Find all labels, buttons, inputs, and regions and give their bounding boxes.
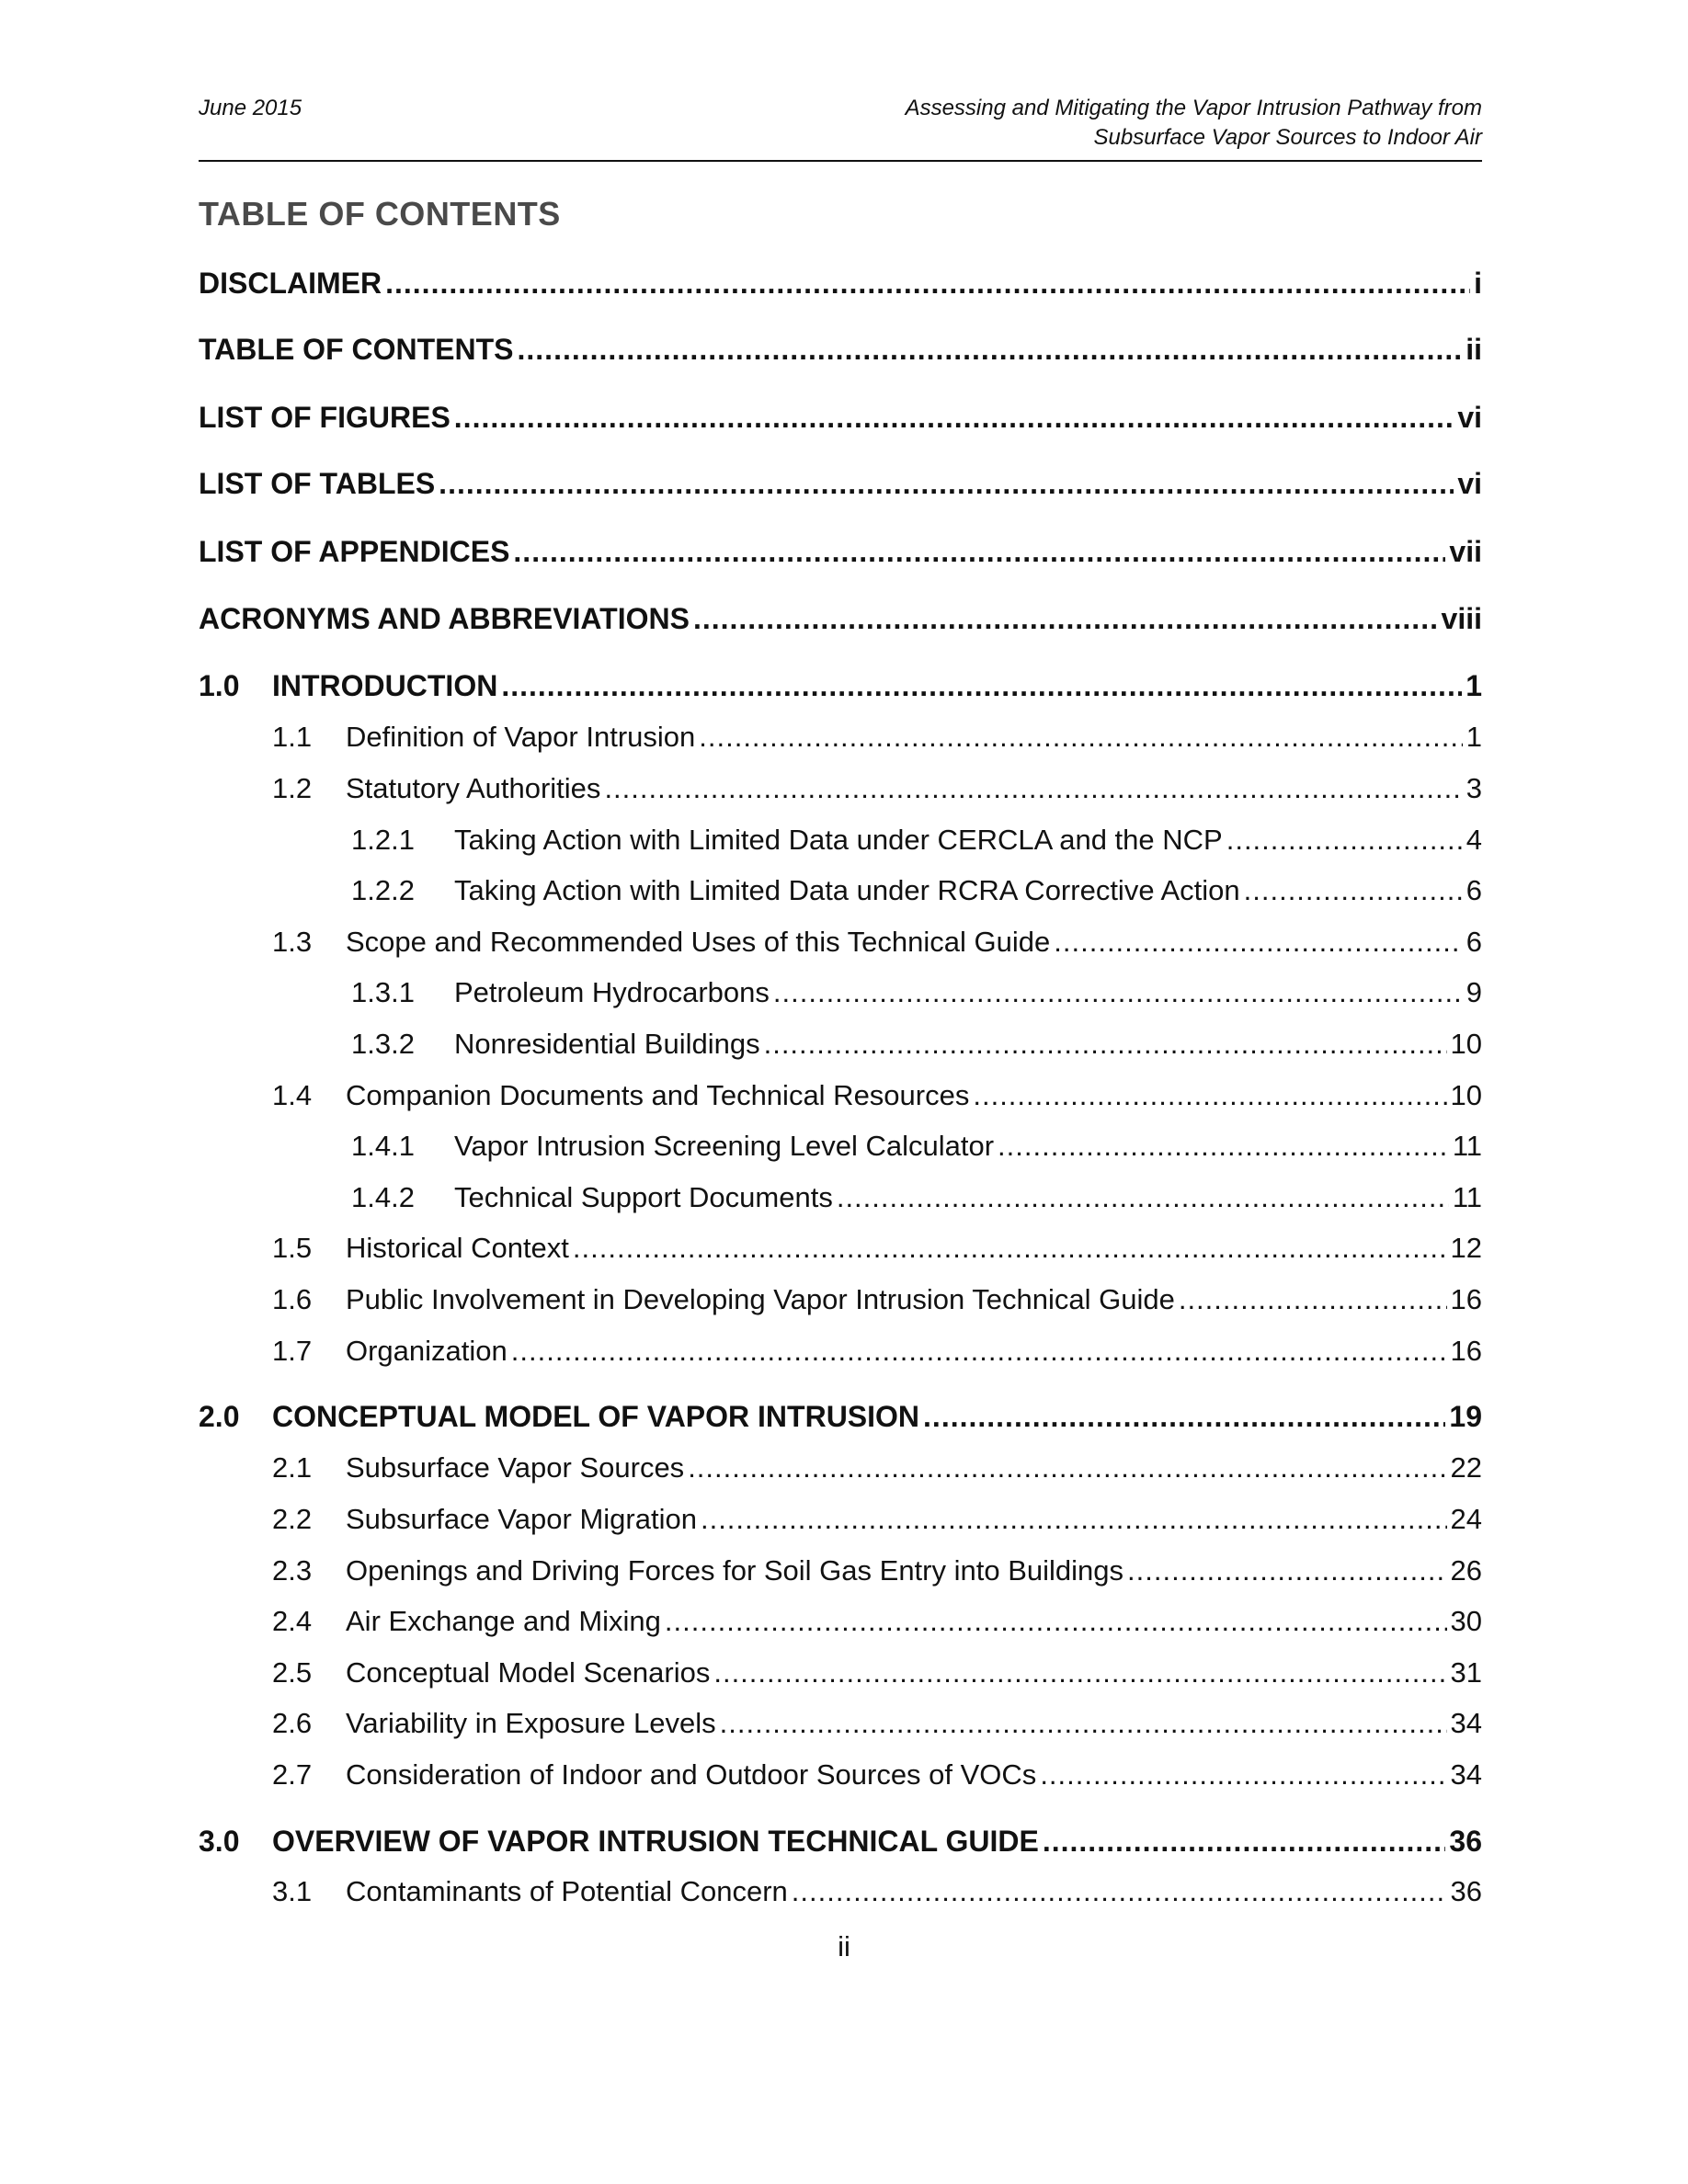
dot-leader	[513, 535, 1445, 569]
toc-entry-title: Organization	[346, 1335, 508, 1367]
toc-entry-number: 1.2	[272, 772, 313, 804]
toc-entry-disclaimer[interactable]	[199, 267, 1482, 303]
toc-entry-title: Petroleum Hydrocarbons	[454, 976, 770, 1008]
toc-subsection-1-3-2[interactable]	[351, 1028, 1482, 1064]
toc-entry-page: i	[1474, 267, 1482, 300]
toc-entry-title: Taking Action with Limited Data under CERCLA and the NCP	[454, 824, 1223, 856]
toc-entry-title: CONCEPTUAL MODEL OF VAPOR INTRUSION	[272, 1400, 920, 1433]
toc-entry-title: Consideration of Indoor and Outdoor Sources of VOCs	[346, 1758, 1037, 1791]
toc-entry-number: 1.4.2	[351, 1181, 415, 1213]
toc-section-2-3[interactable]	[272, 1554, 1482, 1591]
dot-leader	[1244, 874, 1463, 907]
toc-entry-title: LIST OF TABLES	[199, 467, 436, 500]
toc-entry-title: Technical Support Documents	[454, 1181, 833, 1213]
dot-leader	[439, 467, 1454, 501]
dot-leader	[701, 1503, 1447, 1536]
toc-entry-page: 31	[1450, 1656, 1482, 1689]
toc-entry-title: Historical Context	[346, 1232, 569, 1264]
toc-entry-list-of-figures[interactable]	[199, 401, 1482, 438]
page-title: TABLE OF CONTENTS	[199, 195, 561, 233]
toc-entry-page: 16	[1450, 1283, 1482, 1315]
header-date: June 2015	[199, 96, 302, 120]
toc-section-2-6[interactable]	[272, 1707, 1482, 1744]
toc-entry-number: 3.0	[199, 1825, 240, 1858]
toc-subsection-1-3-1[interactable]	[351, 976, 1482, 1013]
toc-entry-number: 2.2	[272, 1503, 313, 1535]
toc-section-1-2[interactable]	[272, 772, 1482, 809]
toc-entry-page: vi	[1457, 467, 1482, 500]
toc-entry-page: 10	[1450, 1079, 1482, 1111]
toc-entry-page: 11	[1452, 1130, 1482, 1162]
toc-entry-number: 2.3	[272, 1554, 313, 1587]
toc-entry-title: Subsurface Vapor Sources	[346, 1451, 685, 1484]
dot-leader	[973, 1079, 1446, 1112]
dot-leader	[923, 1400, 1445, 1434]
toc-entry-number: 2.4	[272, 1605, 313, 1637]
toc-entry-number: 2.6	[272, 1707, 313, 1739]
toc-entry-title: Companion Documents and Technical Resources	[346, 1079, 970, 1111]
toc-entry-title: OVERVIEW OF VAPOR INTRUSION TECHNICAL GUIDE	[272, 1825, 1039, 1858]
toc-entry-acronyms[interactable]	[199, 602, 1482, 639]
toc-subsection-1-2-1[interactable]	[351, 824, 1482, 860]
toc-entry-list-of-tables[interactable]	[199, 467, 1482, 504]
toc-entry-number: 3.1	[272, 1875, 313, 1907]
toc-entry-number: 1.0	[199, 669, 240, 702]
dot-leader	[688, 1451, 1446, 1484]
dot-leader	[764, 1028, 1447, 1061]
toc-entry-title: DISCLAIMER	[199, 267, 382, 300]
toc-entry-number: 1.5	[272, 1232, 313, 1264]
toc-entry-number: 1.6	[272, 1283, 313, 1315]
toc-entry-page: vi	[1457, 401, 1482, 434]
toc-entry-number: 1.4.1	[351, 1130, 415, 1162]
toc-entry-number: 1.1	[272, 721, 313, 753]
toc-section-1-3[interactable]	[272, 926, 1482, 962]
toc-section-1-5[interactable]	[272, 1232, 1482, 1268]
toc-entry-title: Taking Action with Limited Data under RCRA Corrective Action	[454, 874, 1240, 906]
dot-leader	[1179, 1283, 1447, 1316]
toc-section-2-5[interactable]	[272, 1656, 1482, 1693]
toc-entry-title: Definition of Vapor Intrusion	[346, 721, 696, 753]
toc-entry-number: 1.2.2	[351, 874, 415, 906]
toc-entry-page: viii	[1441, 602, 1482, 635]
toc-entry-page: 1	[1466, 669, 1482, 702]
toc-entry-title: Conceptual Model Scenarios	[346, 1656, 711, 1689]
toc-section-1-6[interactable]	[272, 1283, 1482, 1320]
toc-subsection-1-2-2[interactable]	[351, 874, 1482, 911]
toc-entry-page: 16	[1450, 1335, 1482, 1367]
toc-chapter-2[interactable]	[199, 1400, 1482, 1437]
dot-leader	[385, 267, 1470, 301]
toc-entry-page: 26	[1450, 1554, 1482, 1587]
toc-entry-page: 22	[1450, 1451, 1482, 1484]
toc-entry-page: 4	[1466, 824, 1482, 856]
toc-entry-number: 2.7	[272, 1758, 313, 1791]
toc-entry-page: ii	[1466, 333, 1482, 366]
toc-entry-page: 24	[1450, 1503, 1482, 1535]
toc-entry-title: TABLE OF CONTENTS	[199, 333, 514, 366]
toc-entry-title: Vapor Intrusion Screening Level Calculator	[454, 1130, 995, 1162]
toc-entry-title: Air Exchange and Mixing	[346, 1605, 661, 1637]
toc-entry-title: Scope and Recommended Uses of this Technical Guide	[346, 926, 1051, 958]
toc-entry-page: 30	[1450, 1605, 1482, 1637]
toc-chapter-1[interactable]	[199, 669, 1482, 706]
toc-entry-page: 1	[1466, 721, 1482, 753]
dot-leader	[713, 1656, 1446, 1689]
dot-leader	[1226, 824, 1463, 857]
header-document-title	[906, 94, 1482, 153]
header-title-line-2: Subsurface Vapor Sources to Indoor Air	[1093, 125, 1482, 150]
toc-entry-page: 6	[1466, 926, 1482, 958]
dot-leader	[573, 1232, 1447, 1265]
dot-leader	[998, 1130, 1449, 1163]
toc-entry-number: 2.0	[199, 1400, 240, 1433]
toc-entry-title: LIST OF APPENDICES	[199, 535, 510, 568]
dot-leader	[454, 401, 1454, 435]
toc-entry-number: 2.5	[272, 1656, 313, 1689]
header-title-line-1: Assessing and Mitigating the Vapor Intrusion Pathway from	[905, 96, 1482, 120]
toc-section-2-7[interactable]	[272, 1758, 1482, 1795]
toc-section-2-4[interactable]	[272, 1605, 1482, 1642]
toc-entry-number: 1.4	[272, 1079, 313, 1111]
toc-entry-page: 9	[1466, 976, 1482, 1008]
toc-entry-number: 1.3	[272, 926, 313, 958]
dot-leader	[1127, 1554, 1447, 1587]
toc-entry-title: Contaminants of Potential Concern	[346, 1875, 788, 1907]
toc-entry-page: 19	[1449, 1400, 1482, 1433]
toc-entry-number: 1.7	[272, 1335, 313, 1367]
toc-section-3-1[interactable]	[272, 1875, 1482, 1912]
dot-leader	[837, 1181, 1449, 1214]
toc-section-1-7[interactable]	[272, 1335, 1482, 1371]
toc-entry-title: Variability in Exposure Levels	[346, 1707, 716, 1739]
toc-entry-page: 11	[1452, 1181, 1482, 1213]
toc-entry-page: 10	[1450, 1028, 1482, 1060]
dot-leader	[773, 976, 1463, 1009]
toc-entry-page: 3	[1466, 772, 1482, 804]
dot-leader	[1043, 1825, 1446, 1859]
toc-entry-page: 36	[1450, 1875, 1482, 1907]
page-number: ii	[838, 1930, 850, 1962]
toc-entry-page: 36	[1449, 1825, 1482, 1858]
page-header	[199, 94, 1482, 162]
dot-leader	[518, 333, 1463, 367]
toc-entry-page: 34	[1450, 1758, 1482, 1791]
dot-leader	[1054, 926, 1462, 959]
dot-leader	[720, 1707, 1447, 1740]
toc-entry-title: Statutory Authorities	[346, 772, 601, 804]
dot-leader	[604, 772, 1462, 805]
toc-entry-table-of-contents[interactable]	[199, 333, 1482, 370]
dot-leader	[665, 1605, 1447, 1638]
dot-leader	[693, 602, 1438, 636]
dot-leader	[699, 721, 1463, 754]
toc-subsection-1-4-1[interactable]	[351, 1130, 1482, 1166]
toc-entry-list-of-appendices[interactable]	[199, 535, 1482, 572]
toc-entry-title: Openings and Driving Forces for Soil Gas Entry into Buildings	[346, 1554, 1124, 1587]
dot-leader	[511, 1335, 1447, 1368]
toc-entry-number: 1.2.1	[351, 824, 415, 856]
toc-entry-number: 1.3.1	[351, 976, 415, 1008]
toc-subsection-1-4-2[interactable]	[351, 1181, 1482, 1218]
toc-entry-page: vii	[1449, 535, 1482, 568]
toc-entry-number: 1.3.2	[351, 1028, 415, 1060]
toc-entry-page: 12	[1450, 1232, 1482, 1264]
toc-section-1-1[interactable]	[272, 721, 1482, 757]
toc-section-2-1[interactable]	[272, 1451, 1482, 1488]
toc-entry-page: 34	[1450, 1707, 1482, 1739]
toc-entry-page: 6	[1466, 874, 1482, 906]
toc-entry-number: 2.1	[272, 1451, 313, 1484]
toc-entry-title: Public Involvement in Developing Vapor Intrusion Technical Guide	[346, 1283, 1175, 1315]
toc-entry-title: Nonresidential Buildings	[454, 1028, 760, 1060]
toc-entry-title: INTRODUCTION	[272, 669, 498, 702]
dot-leader	[1040, 1758, 1446, 1792]
toc-entry-title: Subsurface Vapor Migration	[346, 1503, 697, 1535]
toc-entry-title: LIST OF FIGURES	[199, 401, 451, 434]
toc-section-1-4[interactable]	[272, 1079, 1482, 1116]
toc-entry-title: ACRONYMS AND ABBREVIATIONS	[199, 602, 690, 635]
toc-chapter-3[interactable]	[199, 1825, 1482, 1861]
dot-leader	[792, 1875, 1447, 1908]
dot-leader	[501, 669, 1462, 703]
toc-section-2-2[interactable]	[272, 1503, 1482, 1540]
